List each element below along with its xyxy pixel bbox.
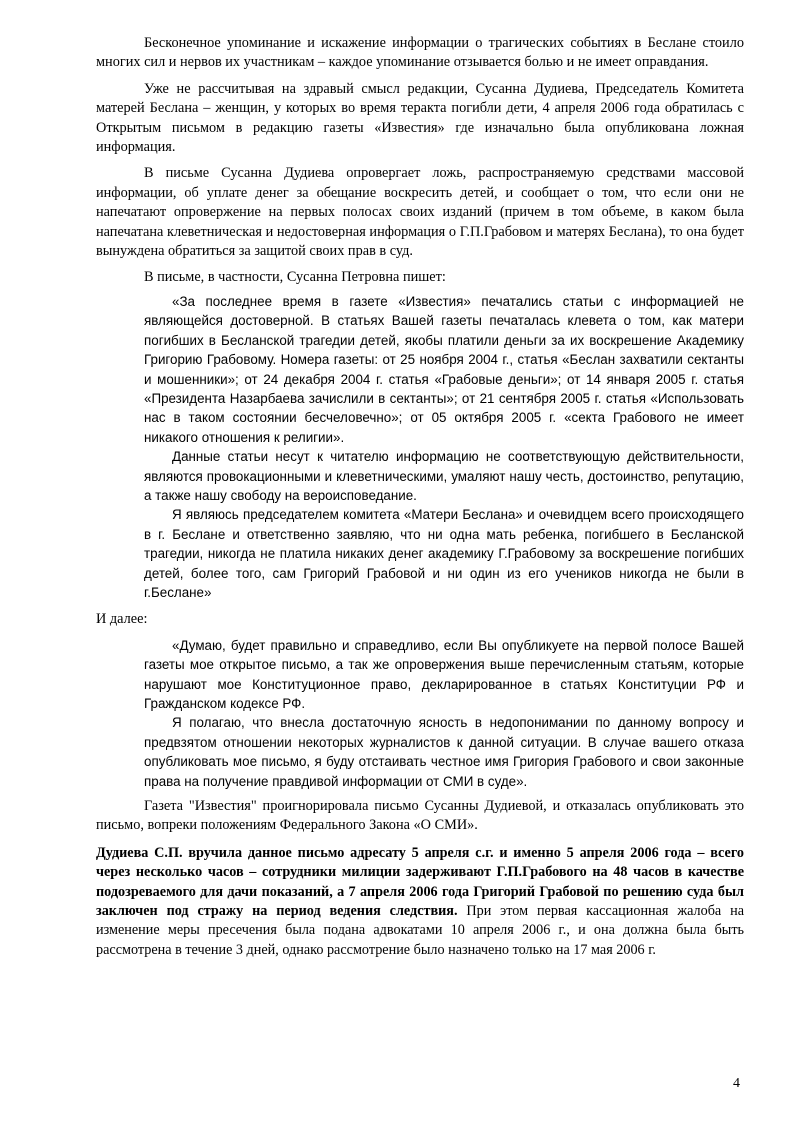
page-number: 4 — [733, 1076, 740, 1091]
quote-2-paragraph-2: Я полагаю, что внесла достаточную ясность в недопонимании по данному вопросу и предвзятом отношении некоторых журналистов к данной ситуации. В случае вашего отказа опубликовать мое письмо, я буду отстаивать честное имя Григория Грабового и свои законные права на получение правдивой информации от СМИ в суде». — [144, 715, 744, 789]
quote-1-paragraph-2: Данные статьи несут к читателю информацию не соответствующую действительности, являются провокационными и клеветническими, умаляют нашу честь, достоинство, репутацию, а также нашу свободу на вероисповедание. — [144, 449, 744, 503]
quote-2-paragraph-1: «Думаю, будет правильно и справедливо, если Вы опубликуете на первой полосе Вашей газеты мое открытое письмо, а так же опровержения выше перечисленным статьям, которые нарушают мое Конституционное право, декларированное в статьях Конституции РФ и Гражданском кодексе РФ. — [144, 637, 744, 711]
paragraph-1: Бесконечное упоминание и искажение информации о трагических событиях в Беслане стоило многих сил и нервов их участникам – каждое упоминание отзывается болью и не имеет оправдания. — [96, 35, 744, 71]
quote-block-1 — [144, 292, 744, 603]
quote-block-2 — [144, 636, 744, 791]
paragraph-2: Уже не рассчитывая на здравый смысл редакции, Сусанна Дудиева, Председатель Комитета матерей Беслана – женщин, у которых во время теракта погибли дети, 4 апреля 2006 года обратилась с Открытым письмом в редакцию газеты «Известия» где изначально была опубликована ложная информация. — [96, 80, 744, 156]
and-further: И далее: — [96, 611, 148, 628]
quote-1-paragraph-1: «За последнее время в газете «Известия» печатались статьи с информацией не являющейся достоверной. В статьях Вашей газеты печаталась клевета о том, как матери погибших в Бесланской трагедии детей, якобы платили деньги за их воскрешение Академику Григорию Грабовому. Номера газеты: от 25 ноября 2004 г., статья «Беслан захватили сектанты и мошенники»; от 24 декабря 2004 г. статья «Грабовые деньги»; от 14 января 2005 г. статья «Президента Назарбаева зачислили в сектанты»; от 21 сентября 2005 г. статья «Использовать нас в таком состоянии бесчеловечно»; от 05 октября 2005 г. «секта Грабового не имеет никакого отношения к религии». — [144, 293, 744, 445]
quote-intro: В письме, в частности, Сусанна Петровна пишет: — [144, 269, 446, 286]
final-paragraph-regular: При этом первая кассационная жалоба на изменение меры пресечения была подана адвокатами 10 апреля 2006 г., и она должна была быть рассмотрена в течение 3 дней, однако рассмотрение было назначено только на 17 мая 2006 г. — [96, 903, 744, 958]
document-page — [96, 34, 744, 960]
final-paragraph-bold: Дудиева С.П. вручила данное письмо адресату 5 апреля с.г. и именно 5 апреля 2006 года – всего через несколько часов – сотрудники милиции задерживают Г.П.Грабового на 48 часов в качестве подозреваемого для дачи показаний, а 7 апреля 2006 года Григорий Грабовой по решению суда был заключен под стражу на период ведения следствия. — [96, 844, 744, 920]
quote-1-paragraph-3: Я являюсь председателем комитета «Матери Беслана» и очевидцем всего происходящего в г. Беслане и ответственно заявляю, что ни одна мать ребенка, погибшего в Бесланской трагедии, никогда не платила никаких денег академику Г.Грабовому за воскрешение погибших детей, более того, сам Григорий Грабовой и ни один из его учеников никогда не были в г.Беслане» — [144, 507, 744, 600]
paragraph-3: В письме Сусанна Дудиева опровергает ложь, распространяемую средствами массовой информации, об уплате денег за обещание воскресить детей, и сообщает о том, что если они не напечатают опровержение на первых полосах своих изданий (причем в том объеме, в каком была напечатана клеветническая и недостоверная информация о Г.П.Грабовом и матерях Беслана), то она будет вынуждена обратиться за защитой своих прав в суд. — [96, 165, 744, 260]
paragraph-after-quote: Газета "Известия" проигнорировала письмо Сусанны Дудиевой, и отказалась опубликовать это письмо, вопреки положениям Федерального Закона «О СМИ». — [96, 798, 744, 834]
final-paragraph — [96, 844, 744, 960]
